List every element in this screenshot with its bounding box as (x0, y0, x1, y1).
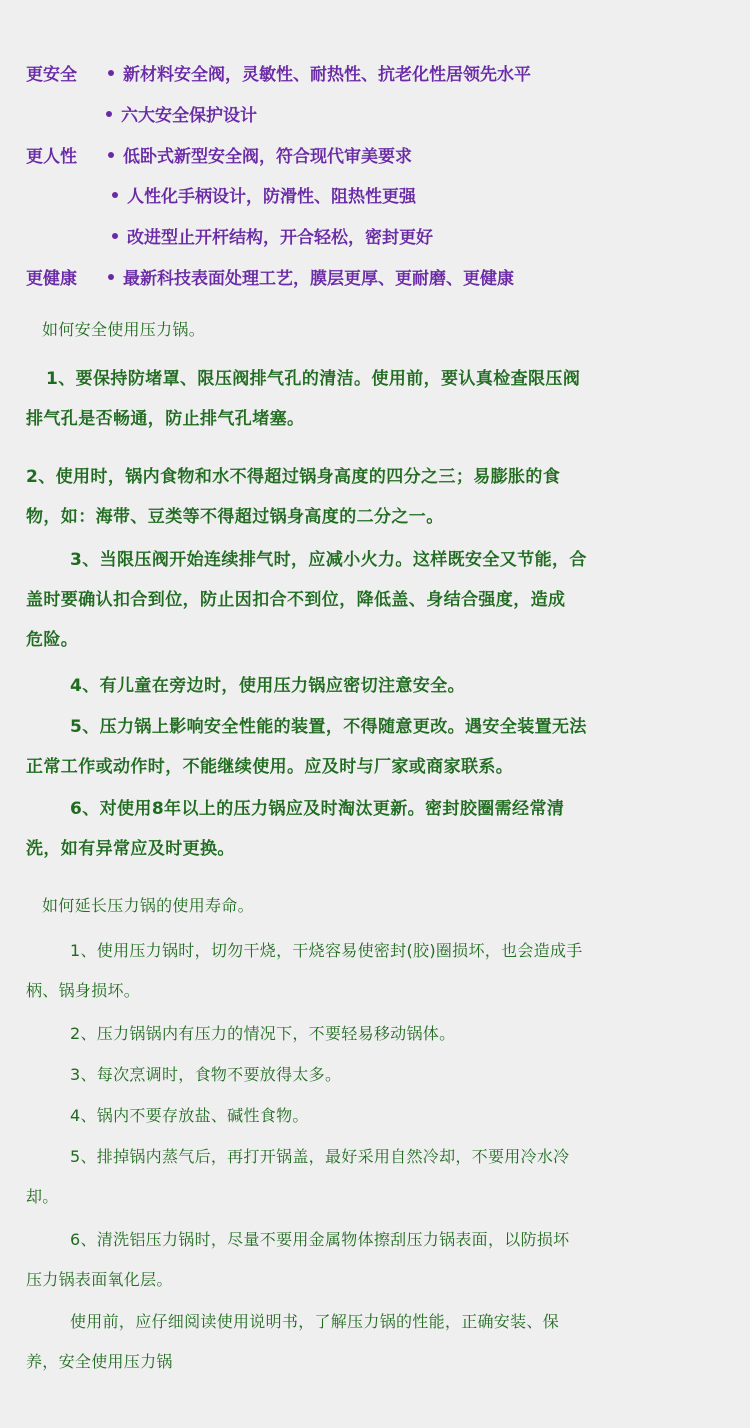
safe-use-paragraph-5: 5、压力锅上影响安全性能的装置，不得随意更改。遇安全装置无法 正常工作或动作时，不能继续使用。应及时与厂家或商家联系。 (26, 717, 587, 777)
extend-life-paragraph-1: 1、使用压力锅时，切勿干烧，干烧容易使密封(胶)圈损坏，也会造成手 柄、锅身损坏。 (26, 941, 583, 1000)
extend-life-paragraph-6: 6、清洗铝压力锅时，尽量不要用金属物体擦刮压力锅表面，以防损坏 压力锅表面氧化层。 (26, 1230, 570, 1289)
extend-life-paragraph-3: 3、每次烹调时，食物不要放得太多。 (70, 1065, 342, 1084)
feature-item: 六大安全保护设计 (106, 101, 257, 131)
feature-item: 改进型止开杆结构，开合轻松，密封更好 (112, 223, 433, 253)
extend-life-paragraph-2: 2、压力锅锅内有压力的情况下，不要轻易移动锅体。 (70, 1024, 456, 1043)
feature-item: 最新科技表面处理工艺，膜层更厚、更耐磨、更健康 (108, 264, 514, 294)
safe-use-paragraph-3: 3、当限压阀开始连续排气时，应减小火力。这样既安全又节能，合 盖时要确认扣合到位，防止因扣合不到位，降低盖、身结合强度，造成 危险。 (26, 550, 587, 650)
extend-life-paragraph-4: 4、锅内不要存放盐、碱性食物。 (70, 1106, 309, 1125)
feature-label-safety: 更安全 (26, 65, 77, 85)
bullet-icon (106, 111, 112, 117)
bullet-icon (112, 192, 118, 198)
extend-life-paragraph-5: 5、排掉锅内蒸气后，再打开锅盖，最好采用自然冷却，不要用冷水冷 却。 (26, 1147, 570, 1206)
feature-item: 新材料安全阀，灵敏性、耐热性、抗老化性居领先水平 (108, 60, 531, 90)
safe-use-paragraph-6: 6、对使用8年以上的压力锅应及时淘汰更新。密封胶圈需经常清 洗，如有异常应及时更换。 (26, 799, 565, 859)
feature-label-humanity: 更人性 (26, 147, 77, 167)
safe-use-paragraph-4: 4、有儿童在旁边时，使用压力锅应密切注意安全。 (70, 676, 466, 696)
extend-life-closing-note: 使用前，应仔细阅读使用说明书，了解压力锅的性能，正确安装、保 养，安全使用压力锅 (26, 1312, 560, 1371)
bullet-icon (108, 70, 114, 76)
safe-use-title: 如何安全使用压力锅。 (42, 320, 206, 339)
extend-life-title: 如何延长压力锅的使用寿命。 (42, 896, 254, 915)
safe-use-paragraph-2: 2、使用时，锅内食物和水不得超过锅身高度的四分之三；易膨胀的食 物，如：海带、豆类等不得超过锅身高度的二分之一。 (26, 467, 561, 527)
feature-item: 人性化手柄设计，防滑性、阻热性更强 (112, 182, 416, 212)
safe-use-paragraph-1: 1、要保持防堵罩、限压阀排气孔的清洁。使用前，要认真检查限压阀 排气孔是否畅通，防止排气孔堵塞。 (26, 369, 581, 429)
feature-item: 低卧式新型安全阀，符合现代审美要求 (108, 142, 412, 172)
feature-label-health: 更健康 (26, 269, 77, 289)
bullet-icon (112, 233, 118, 239)
bullet-icon (108, 274, 114, 280)
bullet-icon (108, 152, 114, 158)
